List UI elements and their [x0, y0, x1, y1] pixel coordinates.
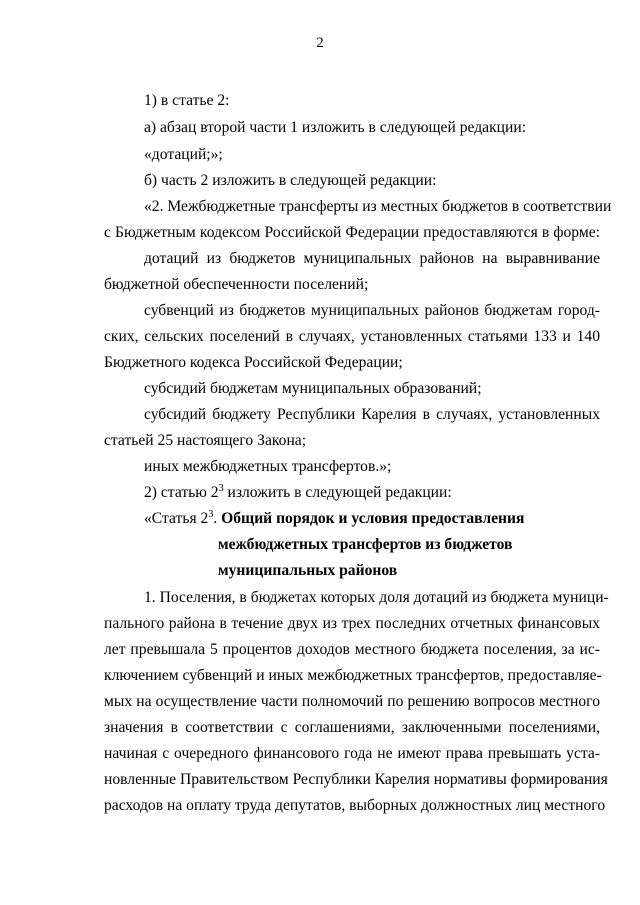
text-line-11: Бюджетного кодекса Российской Федерации; [104, 354, 403, 371]
text-line-26: начиная с очередного финансового года не имеют права превышать уста- [104, 745, 600, 762]
text-line-16 [144, 483, 600, 503]
superscript-3: 3 [208, 509, 214, 520]
text-line-5: «2. Межбюджетные трансферты из местных бюджетов в соответствии [144, 198, 612, 215]
text-line-25: значения в соответствии с соглашениями, заключенными поселениями, [104, 719, 600, 736]
article-title-part-1: Общий порядок и условия предоставления [221, 510, 525, 527]
text-line-27: новленные Правительством Республики Карелия нормативы формирования [104, 771, 608, 788]
text-line-12: субсидий бюджетам муниципальных образований; [144, 380, 482, 397]
text-line-22: лет превышала 5 процентов доходов местного бюджета поселения, за ис- [104, 641, 600, 658]
text-line-9: субвенций из бюджетов муниципальных районов бюджетам город- [144, 302, 600, 319]
text-line-8: бюджетной обеспеченности поселений; [104, 276, 369, 293]
page-number: 2 [316, 35, 324, 51]
text-line-1: 1) в статье 2: [144, 92, 230, 109]
text-line-2: а) абзац второй части 1 изложить в следующей редакции: [144, 119, 527, 136]
text-line-24: мых на осуществление части полномочий по решению вопросов местного [104, 693, 600, 710]
text-line-23: ключением субвенций и иных межбюджетных трансфертов, предоставляе- [104, 667, 602, 684]
text-line-7: дотаций из бюджетов муниципальных районов на выравнивание [144, 250, 600, 267]
superscript-3: 3 [218, 483, 224, 494]
line-16-text-start: 2) статью 2 [144, 484, 219, 501]
line-16-text-end: изложить в следующей редакции: [223, 484, 452, 501]
text-line-20: 1. Поселения, в бюджетах которых доля дотаций из бюджета муници- [144, 589, 609, 606]
text-line-3: «дотаций;»; [144, 146, 223, 163]
text-line-15: иных межбюджетных трансфертов.»; [144, 458, 392, 475]
article-title-part-3: муниципальных районов [218, 562, 398, 579]
text-line-21: пального района в течение двух из трех последних отчетных финансовых [104, 615, 600, 632]
article-label-dot: . [213, 510, 222, 527]
text-line-28: расходов на оплату труда депутатов, выборных должностных лиц местного [104, 797, 606, 814]
text-line-14: статьей 25 настоящего Закона; [104, 432, 307, 449]
article-heading-line-1 [144, 509, 600, 529]
article-title-part-2: межбюджетных трансфертов из бюджетов [218, 536, 513, 553]
text-line-13: субсидий бюджету Республики Карелия в случаях, установленных [144, 406, 600, 423]
text-line-10: ских, сельских поселений в случаях, установленных статьями 133 и 140 [104, 328, 600, 345]
text-line-4: б) часть 2 изложить в следующей редакции: [144, 172, 437, 189]
text-line-6: с Бюджетным кодексом Российской Федерации предоставляются в форме: [104, 224, 600, 241]
article-label: «Статья 2 [144, 510, 209, 527]
